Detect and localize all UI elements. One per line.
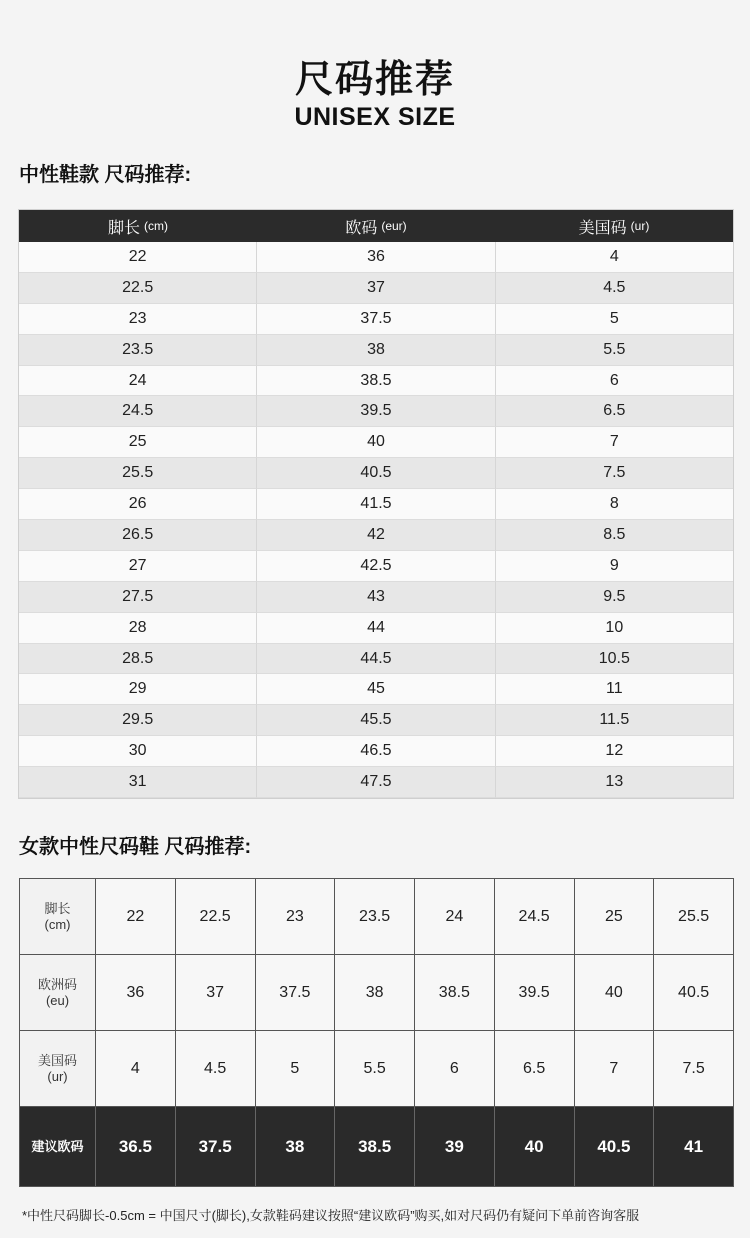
table-cell: 28.5 (19, 644, 257, 675)
table-row (19, 674, 733, 705)
table-cell: 4.5 (176, 1031, 256, 1106)
table-cell: 22.5 (176, 879, 256, 954)
row-label-text: 脚长 (44, 900, 71, 916)
footnote: *中性尺码脚长-0.5cm = 中国尺寸(脚长),女款鞋码建议按照“建议欧码”购买,如对尺码仍有疑问下单前咨询客服 (22, 1208, 640, 1223)
table-cell: 23 (19, 304, 257, 335)
row-label-text: (ur) (47, 1068, 68, 1084)
row-label-text: (cm) (44, 916, 71, 932)
table-cell: 40.5 (257, 458, 495, 489)
column-header (19, 210, 257, 242)
table-cell: 37.5 (256, 955, 336, 1030)
table-cell: 44.5 (257, 644, 495, 675)
table-row (19, 613, 733, 644)
table-cell: 27.5 (19, 582, 257, 613)
table-cell: 5 (256, 1031, 336, 1106)
table-cell: 6 (415, 1031, 495, 1106)
table-row (19, 396, 733, 427)
table-cell: 9.5 (496, 582, 733, 613)
table-cell: 38 (257, 335, 495, 366)
table-row (20, 1031, 733, 1107)
table-cell: 24.5 (495, 879, 575, 954)
table-row (19, 644, 733, 675)
table-cell: 22 (96, 879, 176, 954)
table-cell: 27 (19, 551, 257, 582)
row-label-text: 建议欧码 (31, 1138, 84, 1154)
table-cell: 6.5 (495, 1031, 575, 1106)
table-cell: 43 (257, 582, 495, 613)
table-header (19, 210, 733, 242)
row-label (20, 879, 96, 954)
table-cell: 13 (496, 767, 733, 798)
table-cell: 37 (176, 955, 256, 1030)
column-header-unit: (eur) (381, 219, 407, 233)
table-cell: 10 (496, 613, 733, 644)
table-cell: 23.5 (19, 335, 257, 366)
table-cell: 7 (575, 1031, 655, 1106)
table-cell: 37.5 (257, 304, 495, 335)
table-cell: 45 (257, 674, 495, 705)
table-cell: 36 (96, 955, 176, 1030)
table-cell: 40.5 (575, 1107, 655, 1186)
table-cell: 10.5 (496, 644, 733, 675)
row-label (20, 1031, 96, 1106)
table-row (19, 273, 733, 304)
table-row (19, 366, 733, 397)
table-cell: 4 (96, 1031, 176, 1106)
table-cell: 25.5 (654, 879, 733, 954)
column-header-unit: (cm) (144, 219, 168, 233)
row-label-text: 欧洲码 (37, 976, 77, 992)
table-cell: 25 (575, 879, 655, 954)
table-cell: 12 (496, 736, 733, 767)
table-row (19, 489, 733, 520)
column-header-unit: (ur) (630, 219, 650, 233)
women-size-table (19, 878, 734, 1187)
table-cell: 24.5 (19, 396, 257, 427)
table-cell: 40.5 (654, 955, 733, 1030)
row-label (20, 1107, 96, 1186)
table-row (19, 242, 733, 273)
table-cell: 38.5 (335, 1107, 415, 1186)
table-cell: 31 (19, 767, 257, 798)
row-label (20, 955, 96, 1030)
table-cell: 23 (256, 879, 336, 954)
table-cell: 39.5 (495, 955, 575, 1030)
table-cell: 41 (654, 1107, 733, 1186)
table-cell: 11 (496, 674, 733, 705)
table-cell: 29 (19, 674, 257, 705)
table-row (19, 427, 733, 458)
column-header (257, 210, 495, 242)
table-cell: 38.5 (257, 366, 495, 397)
page-subtitle: UNISEX SIZE (294, 103, 456, 131)
table-row (19, 736, 733, 767)
table-row (19, 551, 733, 582)
table-cell: 23.5 (335, 879, 415, 954)
row-label-text: (eu) (45, 992, 70, 1008)
table-row (19, 458, 733, 489)
table-cell: 7.5 (496, 458, 733, 489)
column-header-label: 脚长 (107, 219, 140, 237)
table-cell: 5.5 (335, 1031, 415, 1106)
table-row (19, 304, 733, 335)
table-cell: 36.5 (96, 1107, 176, 1186)
table-row (19, 335, 733, 366)
row-label-text: 美国码 (37, 1052, 77, 1068)
table-cell: 4.5 (496, 273, 733, 304)
column-header-label: 欧码 (345, 219, 378, 237)
table-cell: 38 (335, 955, 415, 1030)
table-row (19, 705, 733, 736)
table-row (20, 955, 733, 1031)
section-title-women: 女款中性尺码鞋 尺码推荐: (19, 836, 252, 858)
table-cell: 40 (257, 427, 495, 458)
table-cell: 41.5 (257, 489, 495, 520)
table-cell: 39 (415, 1107, 495, 1186)
table-cell: 28 (19, 613, 257, 644)
table-row (19, 520, 733, 551)
table-cell: 5 (496, 304, 733, 335)
table-cell: 25 (19, 427, 257, 458)
table-cell: 4 (496, 242, 733, 273)
table-cell: 38.5 (415, 955, 495, 1030)
table-cell: 8 (496, 489, 733, 520)
table-cell: 45.5 (257, 705, 495, 736)
table-cell: 42.5 (257, 551, 495, 582)
table-cell: 47.5 (257, 767, 495, 798)
table-cell: 8.5 (496, 520, 733, 551)
table-cell: 40 (575, 955, 655, 1030)
table-row (20, 1107, 733, 1186)
table-cell: 39.5 (257, 396, 495, 427)
table-cell: 29.5 (19, 705, 257, 736)
table-cell: 46.5 (257, 736, 495, 767)
page-title: 尺码推荐 (294, 59, 455, 101)
table-row (19, 582, 733, 613)
table-cell: 44 (257, 613, 495, 644)
table-cell: 38 (256, 1107, 336, 1186)
table-cell: 7 (496, 427, 733, 458)
table-cell: 30 (19, 736, 257, 767)
table-cell: 24 (19, 366, 257, 397)
table-cell: 11.5 (496, 705, 733, 736)
table-cell: 9 (496, 551, 733, 582)
table-row (20, 879, 733, 955)
column-header (495, 210, 733, 242)
unisex-size-table (18, 209, 734, 799)
table-cell: 37.5 (176, 1107, 256, 1186)
table-cell: 7.5 (654, 1031, 733, 1106)
table-cell: 5.5 (496, 335, 733, 366)
table-cell: 36 (257, 242, 495, 273)
column-header-label: 美国码 (578, 219, 627, 237)
table-cell: 6.5 (496, 396, 733, 427)
table-cell: 25.5 (19, 458, 257, 489)
table-cell: 26 (19, 489, 257, 520)
table-cell: 42 (257, 520, 495, 551)
table-cell: 24 (415, 879, 495, 954)
table-cell: 22 (19, 242, 257, 273)
table-row (19, 767, 733, 798)
table-cell: 22.5 (19, 273, 257, 304)
table-cell: 26.5 (19, 520, 257, 551)
table-cell: 6 (496, 366, 733, 397)
section-title-unisex: 中性鞋款 尺码推荐: (19, 164, 192, 186)
table-cell: 37 (257, 273, 495, 304)
table-cell: 40 (495, 1107, 575, 1186)
